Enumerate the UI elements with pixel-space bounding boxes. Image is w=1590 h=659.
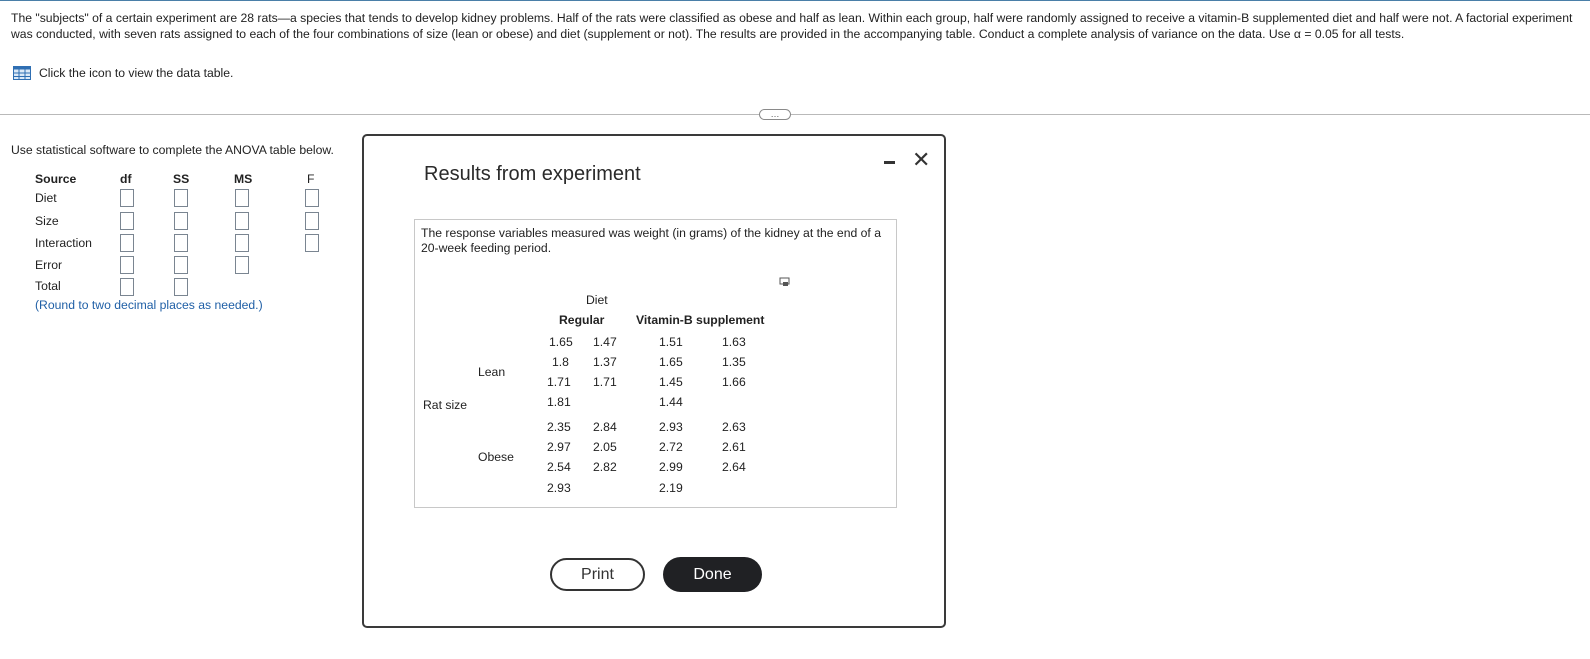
data-cell: 1.8 [552, 355, 569, 369]
data-cell: 1.47 [593, 335, 617, 349]
anova-instruction: Use statistical software to complete the ANOVA table below. [11, 143, 334, 157]
anova-header-ss: SS [173, 172, 190, 186]
data-cell: 1.44 [659, 395, 683, 409]
diet-df-input[interactable] [120, 189, 134, 207]
anova-header-ms: MS [234, 172, 253, 186]
data-cell: 1.65 [659, 355, 683, 369]
data-cell: 1.51 [659, 335, 683, 349]
interaction-f-input[interactable] [305, 234, 319, 252]
expand-more-button[interactable]: … [759, 109, 791, 120]
data-cell: 2.93 [547, 481, 571, 495]
size-ss-input[interactable] [174, 212, 188, 230]
data-cell: 1.37 [593, 355, 617, 369]
data-cell: 2.82 [593, 460, 617, 474]
rat-size-label: Rat size [423, 398, 468, 412]
anova-header-f: F [307, 172, 315, 186]
table-description: The response variables measured was weight (in grams) of the kidney at the end of a 20-week feeding period. [421, 226, 881, 255]
interaction-df-input[interactable] [120, 234, 134, 252]
obese-label: Obese [478, 450, 514, 464]
data-cell: 1.71 [593, 375, 617, 389]
data-cell: 1.45 [659, 375, 683, 389]
close-icon[interactable]: ✕ [912, 147, 931, 172]
size-ms-input[interactable] [235, 212, 249, 230]
regular-header: Regular [559, 313, 605, 327]
data-table-dialog [362, 134, 946, 628]
total-df-input[interactable] [120, 278, 134, 296]
diet-ms-input[interactable] [235, 189, 249, 207]
anova-source-diet: Diet [35, 191, 57, 205]
data-cell: 1.63 [722, 335, 746, 349]
data-cell: 1.81 [547, 395, 571, 409]
data-cell: 2.64 [722, 460, 746, 474]
interaction-ss-input[interactable] [174, 234, 188, 252]
data-cell: 1.35 [722, 355, 746, 369]
data-table-link-text[interactable]: Click the icon to view the data table. [39, 66, 234, 80]
data-cell: 2.97 [547, 440, 571, 454]
anova-source-size: Size [35, 214, 59, 228]
done-button[interactable]: Done [663, 557, 762, 592]
data-cell: 2.61 [722, 440, 746, 454]
diet-header: Diet [586, 293, 608, 307]
size-f-input[interactable] [305, 212, 319, 230]
anova-header-source: Source [35, 172, 77, 186]
data-cell: 2.84 [593, 420, 617, 434]
data-cell: 2.72 [659, 440, 683, 454]
data-cell: 2.99 [659, 460, 683, 474]
data-cell: 1.66 [722, 375, 746, 389]
vitamin-b-header: Vitamin-B supplement [636, 313, 765, 327]
error-ss-input[interactable] [174, 256, 188, 274]
data-cell: 2.93 [659, 420, 683, 434]
dialog-title: Results from experiment [424, 163, 641, 185]
size-df-input[interactable] [120, 212, 134, 230]
interaction-ms-input[interactable] [235, 234, 249, 252]
print-button[interactable]: Print [550, 558, 645, 591]
data-cell: 1.65 [549, 335, 573, 349]
data-cell: 2.35 [547, 420, 571, 434]
data-cell: 2.05 [593, 440, 617, 454]
data-cell: 2.63 [722, 420, 746, 434]
rounding-note: (Round to two decimal places as needed.) [35, 298, 263, 312]
error-ms-input[interactable] [235, 256, 249, 274]
lean-label: Lean [478, 365, 506, 379]
anova-source-error: Error [35, 258, 63, 272]
data-table-panel [414, 219, 897, 508]
anova-source-interaction: Interaction [35, 236, 92, 250]
copy-icon[interactable] [779, 277, 791, 287]
data-cell: 1.71 [547, 375, 571, 389]
minimize-icon[interactable] [884, 161, 895, 164]
top-rule [0, 0, 1590, 1]
error-df-input[interactable] [120, 256, 134, 274]
data-cell: 2.19 [659, 481, 683, 495]
anova-source-total: Total [35, 279, 61, 293]
total-ss-input[interactable] [174, 278, 188, 296]
diet-f-input[interactable] [305, 189, 319, 207]
section-divider [0, 114, 1590, 115]
table-icon[interactable] [13, 66, 31, 80]
data-table-link[interactable] [13, 66, 233, 80]
anova-header-df: df [120, 172, 132, 186]
diet-ss-input[interactable] [174, 189, 188, 207]
problem-statement: The "subjects" of a certain experiment are 28 rats—a species that tends to develop kidney problems. Half of the rats were classified as obese and half as lean. Within each group, half were randomly assigned to receive a vitamin-B supplemented diet and half were not. A factorial experiment was conducted, with seven rats assigned to each of the four combinations of size (lean or obese) and diet (supplement or not). The results are provided in the accompanying table. Conduct a complete analysis of variance on the data. Use α = 0.05 for all tests. [11, 11, 1573, 41]
data-cell: 2.54 [547, 460, 571, 474]
